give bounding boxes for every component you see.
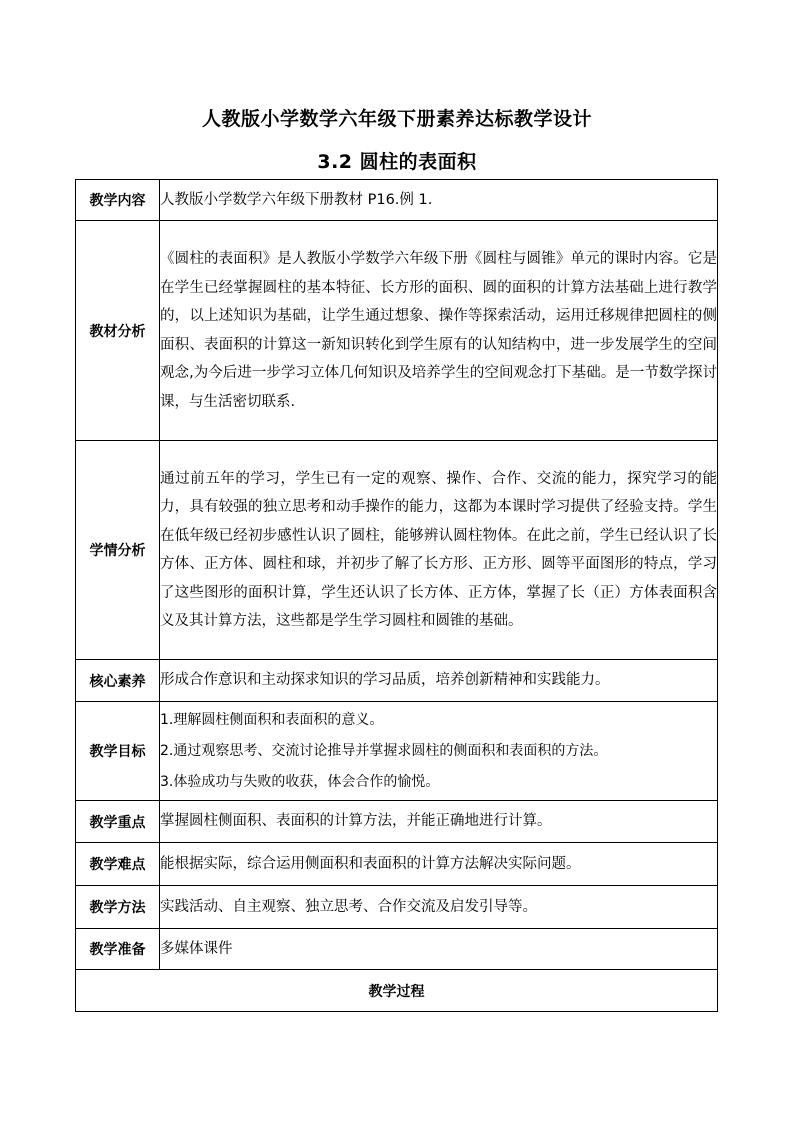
row-core-literacy [76, 660, 718, 702]
value-student-analysis: 通过前五年的学习，学生已有一定的观察、操作、合作、交流的能力，探究学习的能力，具有较强的独立思考和动手操作的能力，这都为本课时学习提供了经验支持。学生在低年级已经初步感性认识了圆柱，能够辨认圆柱物体。在此之前，学生已经认识了长方体、正方体、圆柱和球，并初步了解了长方形、正方形、圆等平面图形的特点，学习了这些图形的面积计算，学生还认识了长方体、正方体，掌握了长（正）方体表面积含义及其计算方法，这些都是学生学习圆柱和圆锥的基础。 [160, 441, 718, 660]
goal-item: 2.通过观察思考、交流讨论推导并掌握求圆柱的侧面积和表面积的方法。 [160, 742, 608, 759]
value-teaching-content: 人教版小学数学六年级下册教材 P16.例 1. [160, 180, 718, 221]
value-difficulties: 能根据实际，综合运用侧面积和表面积的计算方法解决实际问题。 [160, 843, 718, 886]
row-teaching-process [76, 970, 718, 1012]
value-preparation: 多媒体课件 [160, 929, 718, 970]
row-teaching-goals [76, 702, 718, 801]
lesson-title: 3.2 圆柱的表面积 [317, 151, 477, 173]
document-title: 人教版小学数学六年级下册素养达标教学设计 [201, 108, 592, 130]
label-difficulties: 教学难点 [76, 843, 160, 886]
row-material-analysis [76, 221, 718, 441]
row-key-points [76, 801, 718, 843]
row-preparation [76, 929, 718, 970]
value-teaching-goals [160, 702, 718, 801]
label-core-literacy: 核心素养 [76, 660, 160, 702]
label-preparation: 教学准备 [76, 929, 160, 970]
goal-item: 3.体验成功与失败的收获，体会合作的愉悦。 [160, 773, 440, 790]
value-teaching-methods: 实践活动、自主观察、独立思考、合作交流及启发引导等。 [160, 886, 718, 929]
row-teaching-methods [76, 886, 718, 929]
row-teaching-content [76, 180, 718, 221]
value-material-analysis: 《圆柱的表面积》是人教版小学数学六年级下册《圆柱与圆锥》单元的课时内容。它是在学生已经掌握圆柱的基本特征、长方形的面积、圆的面积的计算方法基础上进行教学的，以上述知识为基础，让学生通过想象、操作等探索活动，运用迁移规律把圆柱的侧面积、表面积的计算这一新知识转化到学生原有的认知结构中，进一步发展学生的空间观念,为今后进一步学习立体几何知识及培养学生的空间观念打下基础。是一节数学探讨课，与生活密切联系. [160, 221, 718, 441]
label-key-points: 教学重点 [76, 801, 160, 843]
label-student-analysis: 学情分析 [76, 441, 160, 660]
label-material-analysis: 教材分析 [76, 221, 160, 441]
goal-item: 1.理解圆柱侧面积和表面积的意义。 [160, 711, 384, 728]
value-core-literacy: 形成合作意识和主动探求知识的学习品质，培养创新精神和实践能力。 [160, 660, 718, 702]
label-teaching-methods: 教学方法 [76, 886, 160, 929]
row-student-analysis [76, 441, 718, 660]
teaching-process-heading: 教学过程 [76, 970, 718, 1012]
lesson-plan-table [75, 179, 718, 1012]
label-teaching-content: 教学内容 [76, 180, 160, 221]
label-teaching-goals: 教学目标 [76, 702, 160, 801]
row-difficulties [76, 843, 718, 886]
value-key-points: 掌握圆柱侧面积、表面积的计算方法，并能正确地进行计算。 [160, 801, 718, 843]
